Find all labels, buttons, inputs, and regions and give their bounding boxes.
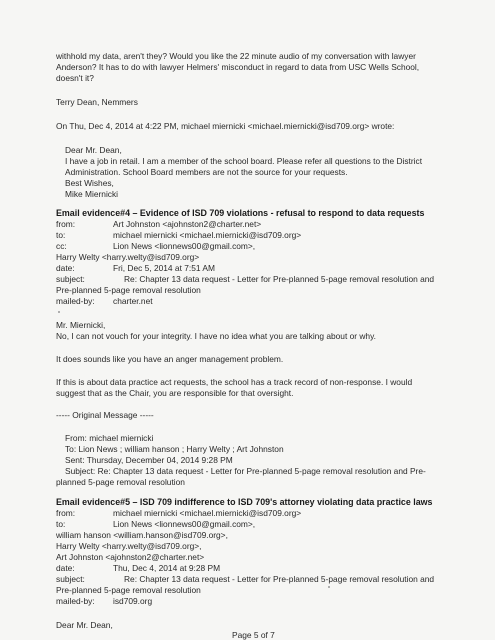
cc-value: Lion News <lionnews00@gmail.com>, bbox=[113, 241, 256, 251]
mailed-value: charter.net bbox=[113, 296, 153, 306]
original-from: From: michael miernicki bbox=[65, 433, 154, 443]
signoff-terry: Terry Dean, Nemmers bbox=[56, 97, 138, 107]
to-value: Lion News <lionnews00@gmail.com>, bbox=[113, 519, 256, 529]
body2-line-1: No, I can not vouch for your integrity. I have no idea what you are talking about or why. bbox=[56, 331, 376, 341]
quote-name: Mike Miernicki bbox=[65, 189, 119, 199]
from-value: michael miernicki <michael.miernicki@isd709.org> bbox=[113, 508, 302, 518]
body2-greeting: Mr. Miernicki, bbox=[56, 320, 106, 330]
evidence5-from-row bbox=[56, 508, 301, 518]
body2-para3-line-1: If this is about data practice act requests, the school has a track record of non-response. I would bbox=[56, 377, 413, 387]
evidence5-to-extra-1: william hanson <william.hanson@isd709.org>, bbox=[56, 530, 228, 540]
evidence4-from-row bbox=[56, 219, 261, 229]
original-header: ----- Original Message ----- bbox=[56, 410, 154, 420]
top-line-2: Anderson? It has to do with lawyer Helmers' misconduct in regard to data from USC Wells School, bbox=[56, 62, 420, 72]
page-number: Page 5 of 7 bbox=[232, 630, 275, 640]
original-subject: Subject: Re: Chapter 13 data request - Letter for Pre-planned 5-page removal resolution and Pre- bbox=[65, 466, 426, 476]
evidence5-to-extra-3: Art Johnston <ajohnston2@charter.net> bbox=[56, 552, 205, 562]
quote-closing: Best Wishes, bbox=[65, 178, 114, 188]
evidence4-cc-row bbox=[56, 241, 255, 251]
evidence4-cc-extra: Harry Welty <harry.welty@isd709.org> bbox=[56, 252, 200, 262]
top-line-3: doesn't it? bbox=[56, 73, 94, 83]
quote-greeting: Dear Mr. Dean, bbox=[65, 145, 122, 155]
evidence5-title: Email evidence#5 – ISD 709 indifference to ISD 709's attorney violating data practice laws bbox=[56, 497, 433, 507]
stray-mark bbox=[58, 311, 60, 313]
body2-line-2: It does sounds like you have an anger management problem. bbox=[56, 354, 284, 364]
date-label: date: bbox=[56, 263, 75, 273]
date-value: Thu, Dec 4, 2014 at 9:28 PM bbox=[113, 563, 221, 573]
from-label: from: bbox=[56, 508, 76, 518]
evidence4-subject-cont: Pre-planned 5-page removal resolution bbox=[56, 285, 201, 295]
cc-label: cc: bbox=[56, 241, 67, 251]
evidence5-subject-row bbox=[56, 574, 434, 584]
quote-intro: On Thu, Dec 4, 2014 at 4:22 PM, michael miernicki <michael.miernicki@isd709.org> wrote: bbox=[56, 121, 395, 131]
stray-mark bbox=[328, 586, 330, 588]
to-label: to: bbox=[56, 519, 66, 529]
mailed-label: mailed-by: bbox=[56, 296, 95, 306]
to-label: to: bbox=[56, 230, 66, 240]
evidence4-date-row bbox=[56, 263, 215, 273]
original-sent: Sent: Thursday, December 04, 2014 9:28 PM bbox=[65, 455, 233, 465]
original-subject-cont: planned 5-page removal resolution bbox=[56, 477, 185, 487]
quote-line-1: I have a job in retail. I am a member of the school board. Please refer all questions to the District bbox=[65, 156, 423, 166]
quote-line-2: Administration. School Board members are not the source for your requests. bbox=[65, 167, 348, 177]
evidence4-title: Email evidence#4 – Evidence of ISD 709 violations - refusal to respond to data requests bbox=[56, 208, 425, 218]
evidence5-mailed-row bbox=[56, 596, 152, 606]
evidence4-to-row bbox=[56, 230, 301, 240]
evidence5-to-row bbox=[56, 519, 255, 529]
subject-label: subject: bbox=[56, 574, 85, 584]
date-label: date: bbox=[56, 563, 75, 573]
from-label: from: bbox=[56, 219, 76, 229]
subject-value: Re: Chapter 13 data request - Letter for Pre-planned 5-page removal resolution and bbox=[124, 274, 435, 284]
evidence4-subject-row bbox=[56, 274, 434, 284]
mailed-label: mailed-by: bbox=[56, 596, 95, 606]
evidence4-mailed-row bbox=[56, 296, 153, 306]
subject-label: subject: bbox=[56, 274, 85, 284]
mailed-value: isd709.org bbox=[113, 596, 153, 606]
date-value: Fri, Dec 5, 2014 at 7:51 AM bbox=[113, 263, 215, 273]
top-line-1: withhold my data, aren't they? Would you like the 22 minute audio of my conversation with lawyer bbox=[56, 51, 416, 61]
evidence5-date-row bbox=[56, 563, 220, 573]
subject-value: Re: Chapter 13 data request - Letter for Pre-planned 5-page removal resolution and bbox=[124, 574, 435, 584]
to-value: michael miernicki <michael.miernicki@isd709.org> bbox=[113, 230, 302, 240]
body2-para3-line-2: suggest that as the Chair, you are responsible for that oversight. bbox=[56, 388, 294, 398]
original-to: To: Lion News ; william hanson ; Harry Welty ; Art Johnston bbox=[65, 444, 284, 454]
evidence5-subject-cont: Pre-planned 5-page removal resolution bbox=[56, 585, 201, 595]
evidence5-to-extra-2: Harry Welty <harry.welty@isd709.org>, bbox=[56, 541, 202, 551]
closing-greeting: Dear Mr. Dean, bbox=[56, 620, 113, 630]
from-value: Art Johnston <ajohnston2@charter.net> bbox=[113, 219, 262, 229]
